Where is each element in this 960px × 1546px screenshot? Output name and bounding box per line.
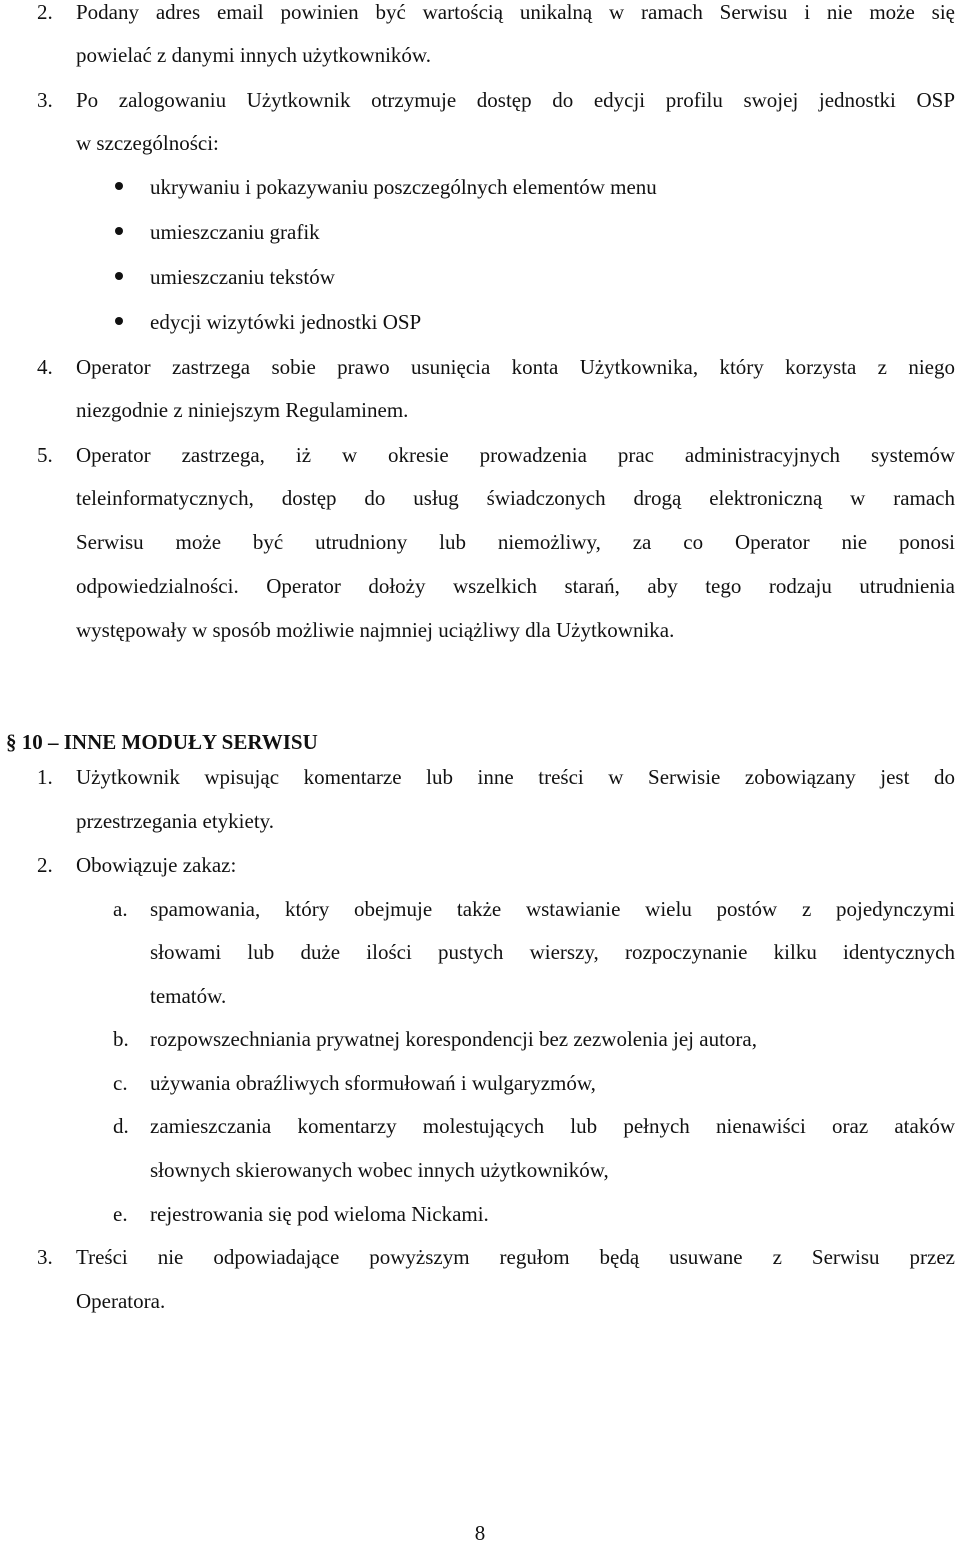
paragraph-line: teleinformatycznych, dostęp do usług świadczonych drogą elektroniczną w ramach: [76, 486, 955, 510]
paragraph-line: przestrzegania etykiety.: [76, 809, 275, 833]
page-number: 8: [474, 1521, 486, 1545]
paragraph-line: Treści nie odpowiadające powyższym regułom będą usuwane z Serwisu przez: [76, 1245, 955, 1269]
subitem-line: tematów.: [150, 984, 227, 1008]
paragraph-line: Serwisu może być utrudniony lub niemożliwy, za co Operator nie ponosi: [76, 530, 955, 554]
bullet-item: umieszczaniu grafik: [150, 220, 320, 244]
bullet-item: edycji wizytówki jednostki OSP: [150, 310, 422, 334]
paragraph-line: Operator zastrzega sobie prawo usunięcia konta Użytkownika, który korzysta z niego: [76, 355, 955, 379]
paragraph-line: występowały w sposób możliwie najmniej uciążliwy dla Użytkownika.: [76, 618, 675, 642]
subitem-letter: d.: [113, 1114, 129, 1138]
subitem-letter: c.: [113, 1071, 128, 1095]
item-number: 5.: [37, 443, 53, 467]
bullet-item: ukrywaniu i pokazywaniu poszczególnych elementów menu: [150, 175, 657, 199]
subitem-letter: b.: [113, 1027, 129, 1051]
paragraph-line: Użytkownik wpisując komentarze lub inne treści w Serwisie zobowiązany jest do: [76, 765, 955, 789]
paragraph-line: Operator zastrzega, iż w okresie prowadzenia prac administracyjnych systemów: [76, 443, 955, 467]
subitem-line: słownych skierowanych wobec innych użytkowników,: [150, 1158, 609, 1182]
paragraph-line: Po zalogowaniu Użytkownik otrzymuje dostęp do edycji profilu swojej jednostki OSP: [76, 88, 955, 112]
bullet-item: umieszczaniu tekstów: [150, 265, 335, 289]
subitem-line: rejestrowania się pod wieloma Nickami.: [150, 1202, 489, 1226]
item-number: 3.: [37, 1245, 53, 1269]
paragraph-line: niezgodnie z niniejszym Regulaminem.: [76, 398, 409, 422]
subitem-letter: a.: [113, 897, 128, 921]
item-number: 1.: [37, 765, 53, 789]
item-number: 4.: [37, 355, 53, 379]
subitem-line: używania obraźliwych sformułowań i wulgaryzmów,: [150, 1071, 596, 1095]
paragraph-line: Operatora.: [76, 1289, 166, 1313]
paragraph-line: Obowiązuje zakaz:: [76, 853, 237, 877]
bullet-icon: [115, 272, 123, 280]
subitem-line: słowami lub duże ilości pustych wierszy, rozpoczynanie kilku identycznych: [150, 940, 955, 964]
item-number: 2.: [37, 0, 53, 24]
subitem-line: rozpowszechniania prywatnej korespondencji bez zezwolenia jej autora,: [150, 1027, 757, 1051]
subitem-line: zamieszczania komentarzy molestujących lub pełnych nienawiści oraz ataków: [150, 1114, 955, 1138]
item-number: 2.: [37, 853, 53, 877]
item-number: 3.: [37, 88, 53, 112]
subitem-line: spamowania, który obejmuje także wstawianie wielu postów z pojedynczymi: [150, 897, 955, 921]
paragraph-line: odpowiedzialności. Operator dołoży wszelkich starań, aby tego rodzaju utrudnienia: [76, 574, 955, 598]
section-heading: § 10 – INNE MODUŁY SERWISU: [6, 730, 318, 754]
bullet-icon: [115, 227, 123, 235]
paragraph-line: powielać z danymi innych użytkowników.: [76, 43, 431, 67]
bullet-icon: [115, 182, 123, 190]
subitem-letter: e.: [113, 1202, 128, 1226]
paragraph-line: w szczególności:: [76, 131, 219, 155]
paragraph-line: Podany adres email powinien być wartością unikalną w ramach Serwisu i nie może się: [76, 0, 955, 24]
bullet-icon: [115, 317, 123, 325]
